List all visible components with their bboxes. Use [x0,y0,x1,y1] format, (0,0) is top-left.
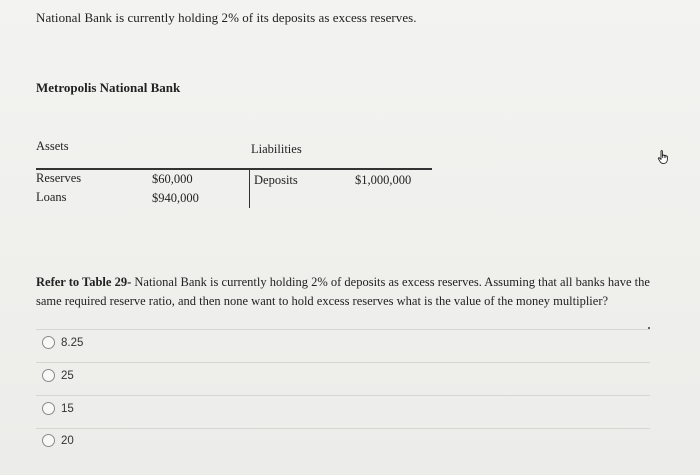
loans-label: Loans [36,190,67,204]
question-text [36,273,666,311]
t-account-vertical-rule [249,170,250,208]
bank-name-heading: Metropolis National Bank [36,80,181,95]
radio-button[interactable] [42,369,55,382]
answer-option-label: 15 [61,402,74,415]
answer-option-4[interactable] [42,434,74,447]
liabilities-header: Liabilities [251,142,302,156]
radio-button[interactable] [42,434,55,447]
question-reference: Refer to Table 29- [36,275,132,289]
answer-option-1[interactable] [42,336,83,349]
answer-option-2[interactable] [42,369,74,382]
question-body: National Bank is currently holding 2% of deposits as excess reserves. Assuming that all banks have the same required reserve ratio, and then none want to hold excess reserves what is the value of the money multiplier? [36,275,650,308]
loans-value: $940,000 [152,191,199,205]
divider [36,395,650,396]
answer-option-3[interactable] [42,402,74,415]
divider [36,362,650,363]
t-account-horizontal-rule [36,168,432,170]
assets-header: Assets [36,139,69,153]
pointing-hand-icon [655,149,671,165]
intro-text: National Bank is currently holding 2% of its deposits as excess reserves. [36,10,417,25]
divider [36,329,650,330]
divider [36,428,650,429]
radio-button[interactable] [42,336,55,349]
reserves-label: Reserves [36,171,82,185]
radio-button[interactable] [42,402,55,415]
answer-option-label: 25 [61,369,74,382]
deposits-value: $1,000,000 [355,173,412,187]
deposits-label: Deposits [254,173,298,187]
answer-option-label: 20 [61,434,74,447]
reserves-value: $60,000 [152,172,193,186]
divider-end-mark [648,327,650,329]
answer-option-label: 8.25 [61,336,84,349]
